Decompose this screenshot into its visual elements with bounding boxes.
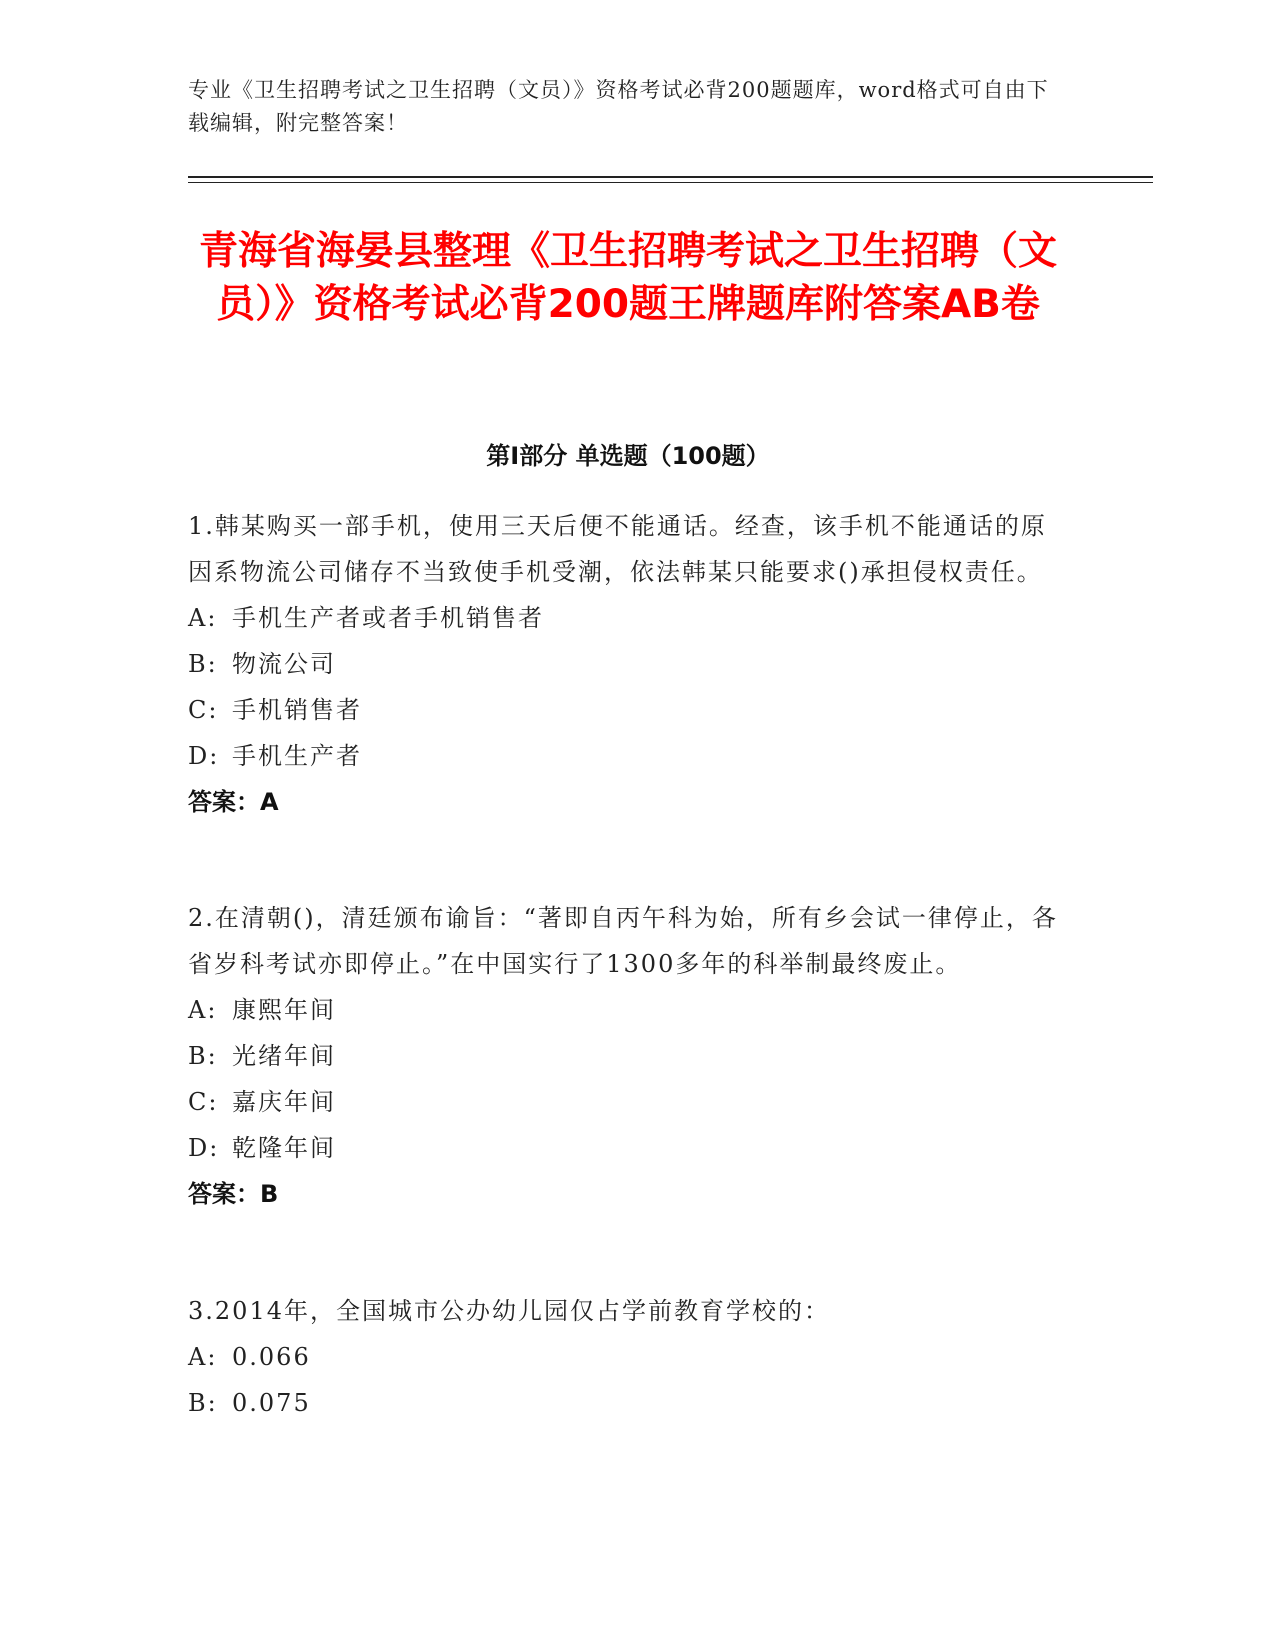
- option-text: 康熙年间: [232, 996, 336, 1024]
- question-stem: 1.韩某购买一部手机，使用三天后便不能通话。经查，该手机不能通话的原因系物流公司储存不当致使手机受潮，依法韩某只能要求()承担侵权责任。: [188, 512, 1047, 586]
- option-key: D:: [188, 742, 220, 770]
- option-c: [188, 1079, 1068, 1125]
- option-d: [188, 733, 1068, 779]
- option-text: 光绪年间: [232, 1042, 336, 1070]
- option-key: D:: [188, 1134, 220, 1162]
- question-1: [188, 503, 1068, 825]
- option-text: 0.075: [232, 1389, 311, 1417]
- option-text: 手机生产者或者手机销售者: [232, 604, 544, 632]
- option-text: 手机销售者: [232, 696, 362, 724]
- header-rule-thin: [188, 182, 1153, 183]
- document-title: 青海省海晏县整理《卫生招聘考试之卫生招聘（文员）》资格考试必背200题王牌题库附答案AB卷: [198, 229, 1057, 327]
- option-text: 0.066: [232, 1343, 311, 1371]
- option-key: A:: [188, 996, 218, 1024]
- question-3: [188, 1288, 1068, 1426]
- option-key: A:: [188, 604, 218, 632]
- option-text: 嘉庆年间: [232, 1088, 336, 1116]
- option-key: C:: [188, 696, 219, 724]
- option-key: B:: [188, 1042, 218, 1070]
- option-c: [188, 687, 1068, 733]
- option-key: C:: [188, 1088, 219, 1116]
- option-text: 乾隆年间: [232, 1134, 336, 1162]
- answer-line: 答案：B: [188, 1180, 279, 1208]
- answer-line: 答案：A: [188, 788, 279, 816]
- option-b: [188, 1380, 1068, 1426]
- question-stem: 2.在清朝()，清廷颁布谕旨：“著即自丙午科为始，所有乡会试一律停止，各省岁科考试亦即停止。”在中国实行了1300多年的科举制最终废止。: [188, 904, 1058, 978]
- question-stem: 3.2014年，全国城市公办幼儿园仅占学前教育学校的：: [188, 1297, 830, 1325]
- header-rule-thick: [188, 176, 1153, 178]
- option-key: B:: [188, 1389, 218, 1417]
- option-b: [188, 641, 1068, 687]
- option-key: B:: [188, 650, 218, 678]
- section-title: 第I部分 单选题（100题）: [486, 442, 770, 470]
- option-text: 手机生产者: [232, 742, 362, 770]
- header-note: 专业《卫生招聘考试之卫生招聘（文员）》资格考试必背200题题库，word格式可自由下载编辑，附完整答案！: [188, 78, 1049, 135]
- option-text: 物流公司: [232, 650, 336, 678]
- option-a: [188, 595, 1068, 641]
- option-key: A:: [188, 1343, 218, 1371]
- option-b: [188, 1033, 1068, 1079]
- option-a: [188, 1334, 1068, 1380]
- option-a: [188, 987, 1068, 1033]
- option-d: [188, 1125, 1068, 1171]
- question-2: [188, 895, 1068, 1217]
